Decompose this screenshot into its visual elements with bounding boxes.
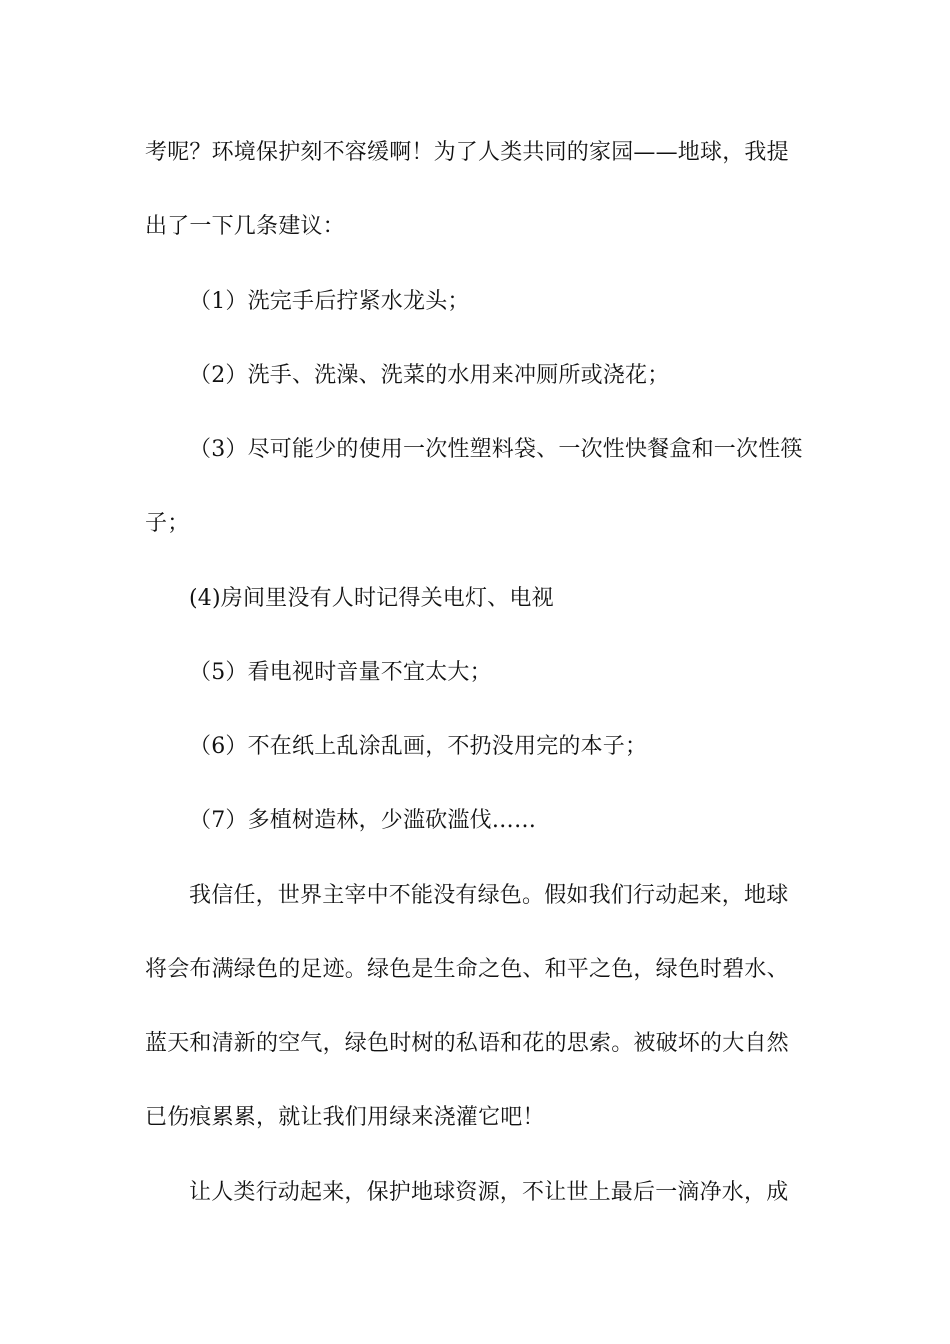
list-item-continuation: 子； <box>145 511 190 536</box>
paragraph-line: 出了一下几条建议： <box>145 214 345 239</box>
paragraph-line: 我信任，世界主宰中不能没有绿色。假如我们行动起来，地球 <box>189 883 789 908</box>
list-item: （7）多植树造林，少滥砍滥伐…… <box>189 808 537 833</box>
list-item: （2）洗手、洗澡、洗菜的水用来冲厕所或浇花； <box>189 363 670 388</box>
list-item: （1）洗完手后拧紧水龙头； <box>189 289 470 314</box>
paragraph-line: 已伤痕累累，就让我们用绿来浇灌它吧！ <box>145 1105 545 1130</box>
paragraph-line: 考呢？环境保护刻不容缓啊！为了人类共同的家园——地球，我提 <box>145 140 789 165</box>
paragraph-line: 蓝天和清新的空气，绿色时树的私语和花的思索。被破坏的大自然 <box>145 1031 789 1056</box>
list-item: （6）不在纸上乱涂乱画，不扔没用完的本子； <box>189 734 648 759</box>
list-item: （3）尽可能少的使用一次性塑料袋、一次性快餐盒和一次性筷 <box>189 437 803 462</box>
list-item: (4)房间里没有人时记得关电灯、电视 <box>189 586 554 611</box>
paragraph-line: 让人类行动起来，保护地球资源，不让世上最后一滴净水，成 <box>189 1180 789 1205</box>
paragraph-line: 将会布满绿色的足迹。绿色是生命之色、和平之色，绿色时碧水、 <box>145 957 789 982</box>
list-item: （5）看电视时音量不宜太大； <box>189 660 492 685</box>
